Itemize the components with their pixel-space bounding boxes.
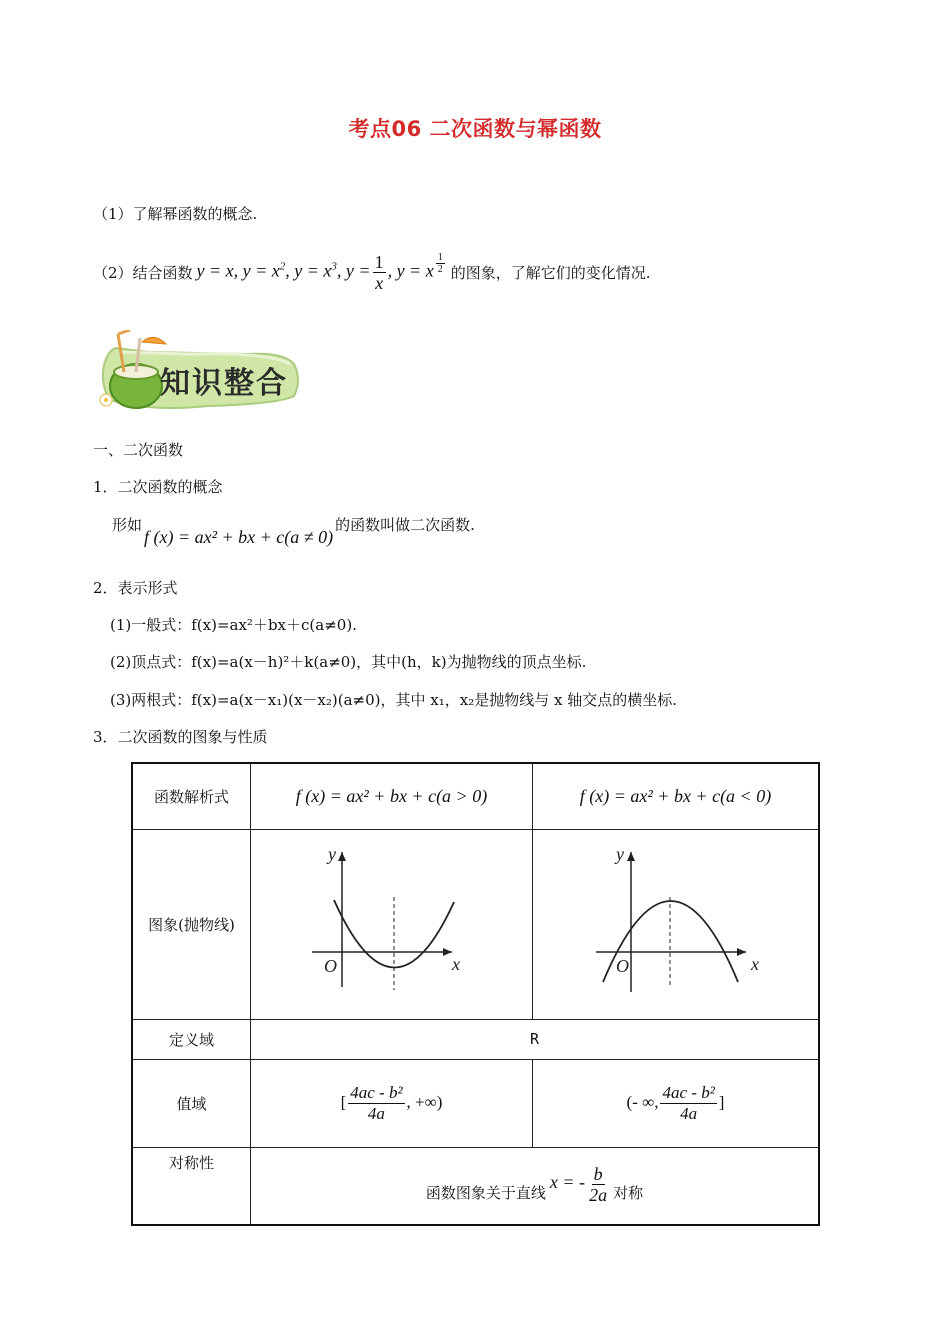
row-header: 图象(抛物线)	[132, 829, 251, 1019]
range-open: (- ∞,	[626, 1091, 659, 1111]
range-denominator: 4a	[680, 1103, 698, 1123]
formula-a-negative: f (x) = ax² + bx + c(a < 0)	[533, 763, 820, 829]
table-row	[132, 1059, 819, 1147]
quadratic-formula: f (x) = ax² + bx + c(a ≠ 0)	[144, 527, 334, 547]
parabola-up-graph	[302, 842, 482, 1002]
y-axis-label: y	[615, 844, 624, 864]
formula-a-positive: f (x) = ax² + bx + c(a > 0)	[251, 763, 533, 829]
table-row	[132, 1019, 819, 1059]
row-header: 函数解析式	[132, 763, 251, 829]
symmetry-suffix: 对称	[613, 1184, 644, 1203]
definition-line	[112, 515, 475, 547]
knowledge-banner	[88, 330, 303, 415]
origin-label: O	[615, 956, 629, 976]
x-axis-label: x	[750, 954, 759, 974]
graph-cell-positive	[251, 829, 533, 1019]
subsection-2-heading: 2．表示形式	[93, 579, 178, 597]
table-row	[132, 1147, 819, 1225]
table-row	[132, 829, 819, 1019]
subsection-3-heading: 3．二次函数的图象与性质	[93, 728, 268, 746]
range-denominator: 4a	[367, 1103, 385, 1123]
range-numerator: 4ac - b²	[350, 1082, 403, 1102]
subsection-1-heading: 1．二次函数的概念	[93, 478, 223, 496]
banner-label: 知识整合	[160, 366, 288, 401]
section-heading: 一、二次函数	[93, 441, 184, 459]
y-axis-label: y	[327, 844, 336, 864]
symmetry-value	[251, 1147, 820, 1225]
range-open: [	[340, 1091, 347, 1111]
origin-label: O	[323, 956, 337, 976]
table-row	[132, 763, 819, 829]
symmetry-numerator: b	[593, 1164, 603, 1185]
form-vertex: (2)顶点式：f(x)=a(x－h)²＋k(a≠0)，其中(h，k)为抛物线的顶点坐标.	[110, 653, 587, 671]
domain-value: R	[251, 1019, 820, 1059]
objective-2	[93, 252, 650, 293]
symmetry-prefix: 函数图象关于直线	[425, 1184, 546, 1203]
definition-suffix: 的函数叫做二次函数.	[335, 516, 475, 534]
row-header: 定义域	[132, 1019, 251, 1059]
objective-2-prefix: （2）结合函数	[93, 263, 193, 282]
form-roots: (3)两根式：f(x)=a(x－x₁)(x－x₂)(a≠0)，其中 x₁，x₂是抛物线与 x 轴交点的横坐标.	[110, 691, 677, 709]
range-a-negative	[533, 1059, 820, 1147]
objective-2-suffix: 的图象，了解它们的变化情况.	[450, 263, 651, 282]
properties-table	[131, 762, 820, 1226]
range-close: , +∞)	[406, 1091, 443, 1111]
row-header: 对称性	[132, 1147, 251, 1225]
definition-prefix: 形如	[112, 516, 143, 534]
power-functions-formula: y = x, $y = x^2$, $y = x^3$, y = $\frac{1}{x}$ , y = x $^{\frac{1}{2}}$	[196, 251, 443, 293]
form-general: (1)一般式：f(x)=ax²＋bx＋c(a≠0).	[110, 616, 357, 634]
symmetry-denominator: 2a	[589, 1185, 608, 1206]
range-numerator: 4ac - b²	[662, 1082, 715, 1102]
objective-1: （1）了解幂函数的概念.	[93, 205, 258, 223]
symmetry-lhs: x = -	[549, 1172, 586, 1193]
page-title: 考点06 二次函数与幂函数	[348, 117, 602, 141]
graph-cell-negative	[533, 829, 820, 1019]
range-a-positive	[251, 1059, 533, 1147]
row-header: 值域	[132, 1059, 251, 1147]
range-close: ]	[718, 1091, 725, 1111]
x-axis-label: x	[451, 954, 460, 974]
parabola-down-graph	[586, 842, 766, 1002]
